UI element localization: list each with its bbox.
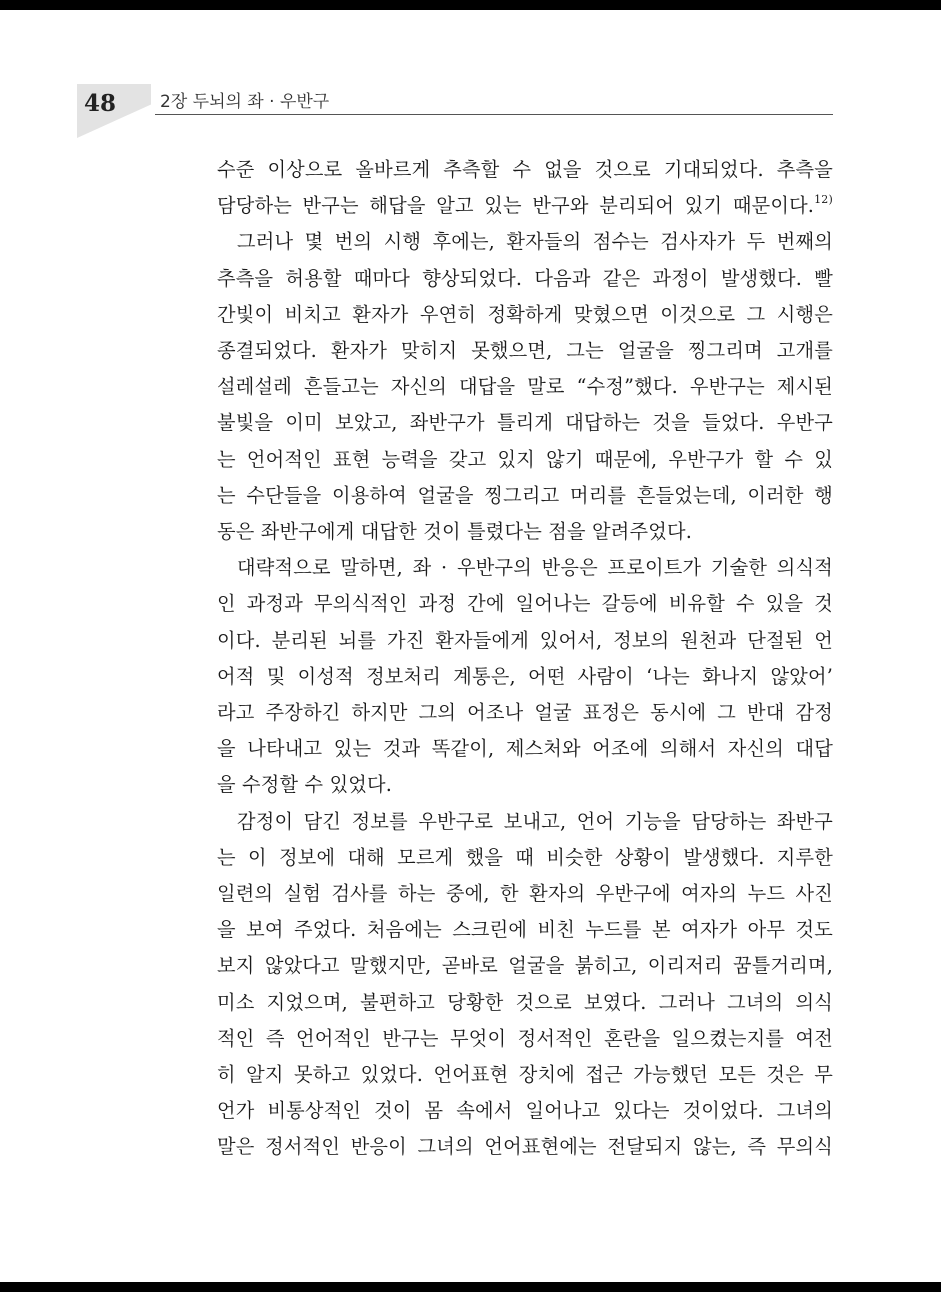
text-line: 설레설레 흔들고는 자신의 대답을 말로 “수정”했다. 우반구는 제시된 [217,375,833,399]
text-line: 적인 즉 언어적인 반구는 무엇이 정서적인 혼란을 일으켰는지를 여전 [217,1026,833,1050]
text-line: 이다. 분리된 뇌를 가진 환자들에게 있어서, 정보의 원천과 단절된 언 [217,628,833,652]
text-line: 추측을 허용할 때마다 향상되었다. 다음과 같은 과정이 발생했다. 빨 [217,266,833,290]
text-line: 종결되었다. 환자가 맞히지 못했으면, 그는 얼굴을 찡그리며 고개를 [217,339,833,363]
bottom-border [0,1282,941,1292]
text-line: 어적 및 이성적 정보처리 계통은, 어떤 사람이 ‘나는 화나지 않았어’ [217,664,833,688]
paragraph-last-line: 동은 좌반구에게 대답한 것이 틀렸다는 점을 알려주었다. [217,520,693,544]
text-line: 보지 않았다고 말했지만, 곧바로 얼굴을 붉히고, 이리저리 꿈틀거리며, [217,954,833,978]
text-line: 미소 지었으며, 불편하고 당황한 것으로 보였다. 그러나 그녀의 의식 [217,990,833,1014]
body-text [217,152,833,1166]
text-line: 불빛을 이미 보았고, 좌반구가 틀리게 대답하는 것을 들었다. 우반구 [217,411,833,435]
header-rule [155,114,833,115]
text-line: 간빛이 비치고 환자가 우연히 정확하게 맞혔으면 이것으로 그 시행은 [217,302,833,326]
text-line: 말은 정서적인 반응이 그녀의 언어표현에는 전달되지 않는, 즉 무의식 [217,1135,833,1159]
page-number: 48 [84,90,117,117]
top-border [0,0,941,10]
text-line: 언가 비통상적인 것이 몸 속에서 일어나고 있다는 것이었다. 그녀의 [217,1099,833,1123]
text-line: 수준 이상으로 올바르게 추측할 수 없을 것으로 기대되었다. 추측을 [217,158,833,181]
text-line: 인 과정과 무의식적인 과정 간에 일어나는 갈등에 비유할 수 있을 것 [217,592,833,616]
text-line: 히 알지 못하고 있었다. 언어표현 장치에 접근 가능했던 모든 것은 무 [217,1063,833,1087]
running-header-title: 2장 두뇌의 좌 · 우반구 [160,92,330,112]
text-line: 는 수단들을 이용하여 얼굴을 찡그리고 머리를 흔들었는데, 이러한 행 [217,483,833,507]
paragraph-first-line: 감정이 담긴 정보를 우반구로 보내고, 언어 기능을 담당하는 좌반구 [237,809,833,833]
text-line: 는 이 정보에 대해 모르게 했을 때 비슷한 상황이 발생했다. 지루한 [217,845,833,869]
text-line: 일련의 실험 검사를 하는 중에, 한 환자의 우반구에 여자의 누드 사진 [217,882,833,906]
footnote-marker: 12) [814,193,833,207]
paragraph-first-line: 대략적으로 말하면, 좌 · 우반구의 반응은 프로이트가 기술한 의식적 [237,556,833,580]
text-line: 을 나타내고 있는 것과 똑같이, 제스처와 어조에 의해서 자신의 대답 [217,737,833,761]
paragraph-first-line: 그러나 몇 번의 시행 후에는, 환자들의 점수는 검사자가 두 번째의 [237,230,833,254]
text-line: 담당하는 반구는 해답을 알고 있는 반구와 분리되어 있기 때문이다.$^{12)}$ [217,193,833,218]
text-line: 는 언어적인 표현 능력을 갖고 있지 않기 때문에, 우반구가 할 수 있 [217,447,833,471]
paragraph-last-line: 을 수정할 수 있었다. [217,773,393,797]
text-line: 을 보여 주었다. 처음에는 스크린에 비친 누드를 본 여자가 아무 것도 [217,918,833,942]
text-line: 라고 주장하긴 하지만 그의 어조나 얼굴 표정은 동시에 그 반대 감정 [217,701,833,725]
